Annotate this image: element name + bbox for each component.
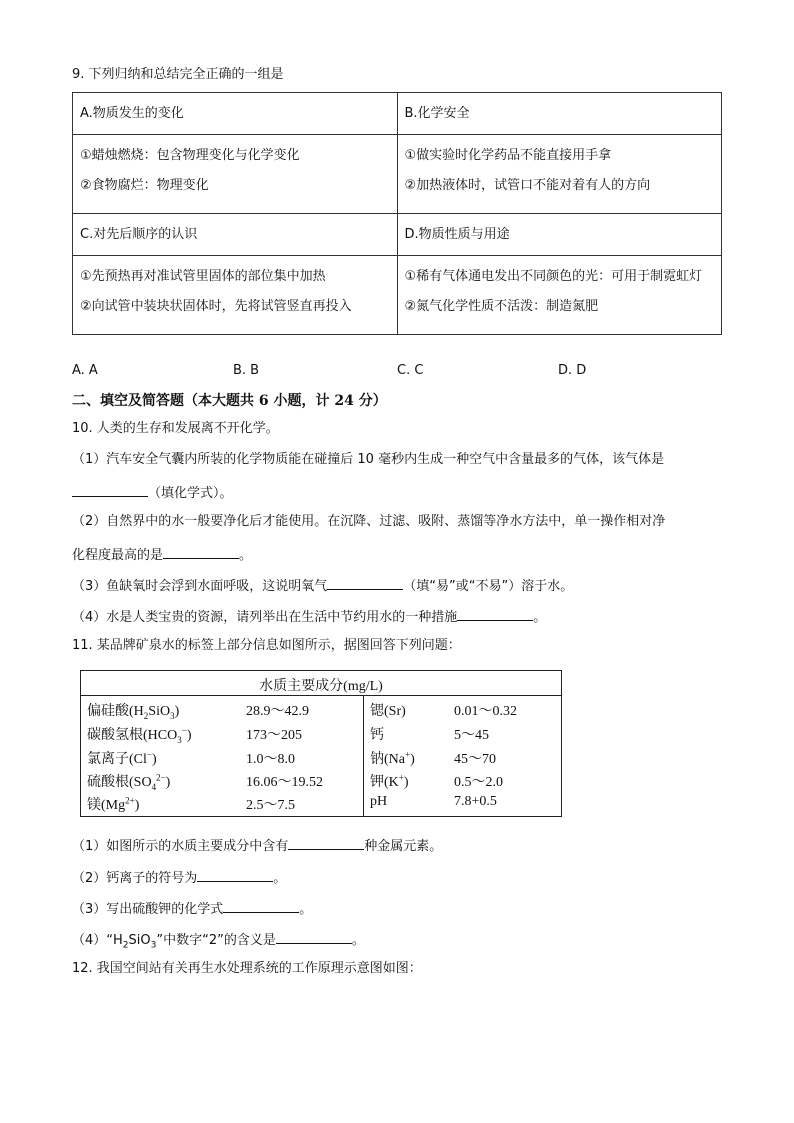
q9-option-a[interactable]: A. A	[72, 363, 98, 378]
water-left-value-2: 1.0～8.0	[246, 752, 295, 767]
water-left-value-4: 2.5～7.5	[246, 798, 295, 813]
q9-b-line2: ②加热液体时，试管口不能对着有人的方向	[404, 178, 651, 193]
q9-d-line2: ②氮气化学性质不活泼：制造氮肥	[404, 299, 599, 314]
water-right-value-1: 5～45	[454, 728, 489, 743]
q9-d-head: D.物质性质与用途	[397, 214, 722, 256]
q9-option-b[interactable]: B. B	[233, 363, 260, 378]
q11-p2: （2）钙离子的符号为 。	[72, 867, 286, 888]
q9-table	[72, 92, 722, 335]
q9-c-head: C.对先后顺序的认识	[73, 214, 398, 256]
water-table-column-divider	[363, 695, 364, 816]
water-left-value-1: 173～205	[246, 728, 302, 743]
q9-stem: 9. 下列归纳和总结完全正确的一组是	[72, 67, 284, 82]
water-left-name-3: 硫酸根$(SO_4^{2-})$	[87, 772, 171, 792]
q10-p1-line2: （填化学式）。	[72, 482, 233, 503]
q11-p2-blank[interactable]	[197, 867, 273, 882]
q11-p4: $(4)“H_2SiO_3$”中数字“2”的含义是 。	[72, 929, 365, 955]
q11-p3: （3）写出硫酸钾的化学式 。	[72, 898, 312, 919]
q11-stem: 11. 某品牌矿泉水的标签上部分信息如图所示，据图回答下列问题：	[72, 638, 461, 653]
q9-b-body	[397, 135, 722, 214]
q10-p4: （4）水是人类宝贵的资源，请列举出在生活中节约用水的一种措施 。	[72, 606, 546, 627]
q9-a-line1: ①蜡烛燃烧：包含物理变化与化学变化	[80, 148, 300, 163]
q11-p1: （1）如图所示的水质主要成分中含有 种金属元素。	[72, 835, 442, 856]
q9-a-head: A.物质发生的变化	[73, 93, 398, 135]
q11-p3-blank[interactable]	[223, 898, 299, 913]
q10-p3: （3）鱼缺氧时会浮到水面呼吸，这说明氧气 （填“易”或“不易”）溶于水。	[72, 575, 573, 596]
q10-p3-blank[interactable]	[327, 575, 403, 590]
water-quality-table	[80, 670, 562, 817]
water-right-value-0: 0.01～0.32	[454, 704, 517, 719]
water-left-name-0: 偏硅酸$(H_2SiO_3)$	[87, 704, 180, 721]
water-left-name-1: 碳酸氢根$(HCO_3^-)$	[87, 725, 192, 745]
water-left-name-4: 镁$(Mg^{2+})$	[87, 795, 140, 813]
water-right-value-4: 7.8+0.5	[454, 794, 497, 809]
q9-c-line2: ②向试管中装块状固体时，先将试管竖直再投入	[80, 299, 352, 314]
water-left-value-0: 28.9～42.9	[246, 704, 309, 719]
water-right-name-3: 钾(K+)	[370, 772, 409, 790]
water-right-name-4: pH	[370, 794, 388, 809]
q10-p2-line2: 化程度最高的是 。	[72, 544, 252, 565]
water-table-divider	[81, 695, 561, 696]
q9-b-line1: ①做实验时化学药品不能直接用手拿	[404, 148, 612, 163]
water-right-value-3: 0.5～2.0	[454, 775, 503, 790]
q10-p1-blank[interactable]	[72, 482, 148, 497]
q10-p2-blank[interactable]	[163, 544, 239, 559]
q9-c-line1: ①先预热再对准试管里固体的部位集中加热	[80, 269, 326, 284]
water-right-name-0: 锶(Sr)	[370, 704, 406, 719]
q9-a-body	[73, 135, 398, 214]
q11-p1-blank[interactable]	[288, 835, 364, 850]
q9-a-line2: ②食物腐烂：物理变化	[80, 178, 209, 193]
section-heading: 二、填空及简答题（本大题共 6 小题，计 24 分）	[72, 393, 387, 409]
water-right-name-2: 钠(Na+)	[370, 749, 415, 767]
q10-p1-line1: （1）汽车安全气囊内所装的化学物质能在碰撞后 10 毫秒内生成一种空气中含量最多的气体，该气体是	[72, 452, 665, 467]
water-left-name-2: 氯离子(Cl−)	[87, 749, 157, 767]
q9-option-d[interactable]: D. D	[558, 363, 587, 378]
q9-c-body	[73, 256, 398, 335]
water-right-name-1: 钙	[370, 728, 384, 743]
q10-p4-blank[interactable]	[457, 606, 533, 621]
water-table-title: 水质主要成分(mg/L)	[259, 679, 383, 694]
q12-stem: 12. 我国空间站有关再生水处理系统的工作原理示意图如图：	[72, 961, 422, 976]
q9-d-line1: ①稀有气体通电发出不同颜色的光：可用于制霓虹灯	[404, 269, 703, 284]
q9-d-body	[397, 256, 722, 335]
q9-b-head: B.化学安全	[397, 93, 722, 135]
q9-option-c[interactable]: C. C	[397, 363, 424, 378]
q10-stem: 10. 人类的生存和发展离不开化学。	[72, 421, 279, 436]
q10-p2-line1: （2）自然界中的水一般要净化后才能使用。在沉降、过滤、吸附、蒸馏等净水方法中，单一操作相对净	[72, 514, 666, 529]
q11-p4-blank[interactable]	[276, 929, 352, 944]
water-left-value-3: 16.06～19.52	[246, 775, 323, 790]
water-right-value-2: 45～70	[454, 752, 496, 767]
